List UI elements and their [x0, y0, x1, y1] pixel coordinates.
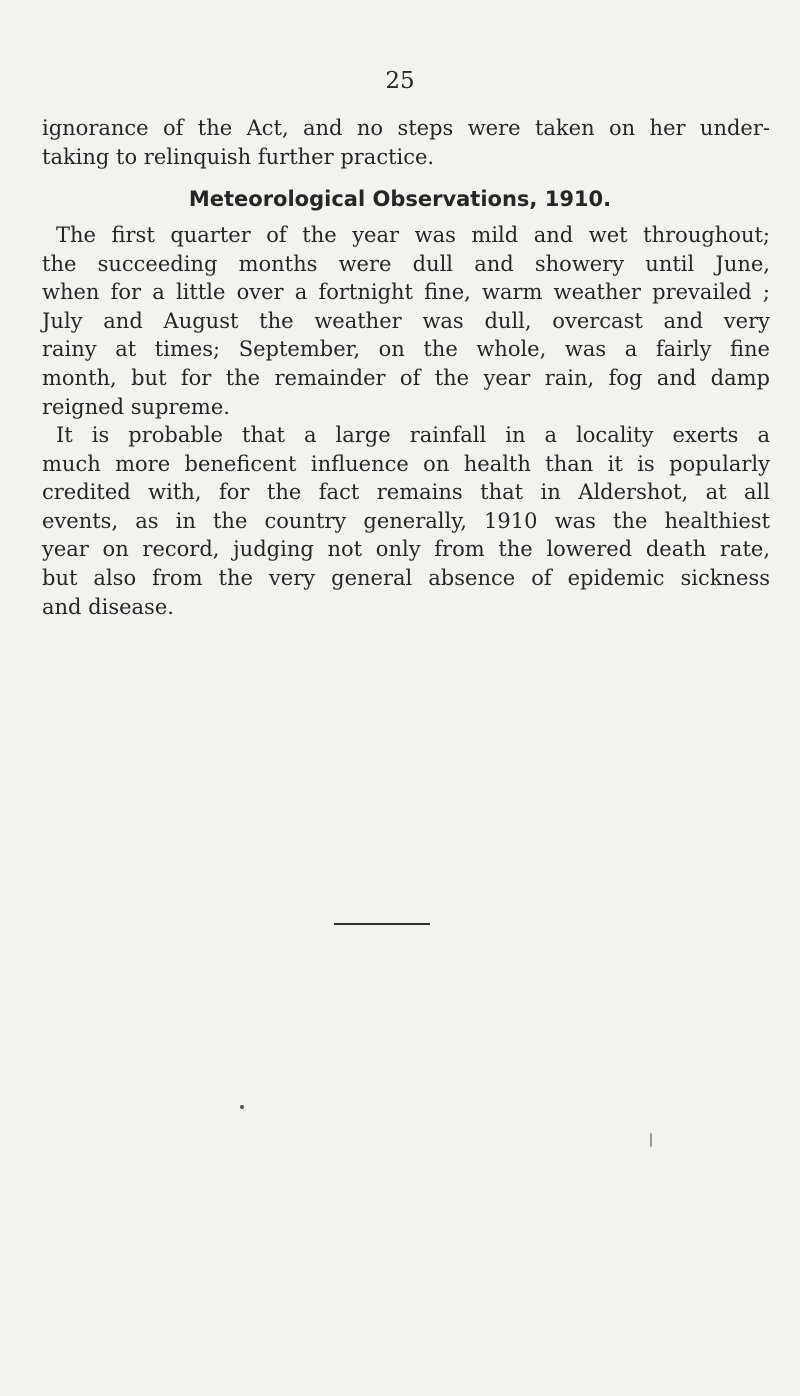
section-divider: [334, 923, 430, 925]
rainfall-health-paragraph: [42, 421, 770, 621]
ink-speck: [240, 1105, 244, 1109]
text-line: much more beneficent influence on health than it is popularly: [42, 451, 770, 476]
section-heading: Meteorological Observations, 1910.: [188, 187, 612, 211]
text-line: taking to relinquish further practice.: [42, 144, 435, 169]
text-line: month, but for the remainder of the year rain, fog and damp: [42, 365, 770, 390]
text-line: ignorance of the Act, and no steps were taken on her under-: [42, 116, 770, 140]
text-line: credited with, for the fact remains that in Aldershot, at all: [42, 480, 770, 505]
text-line: events, as in the country generally, 1910 was the healthiest: [42, 508, 770, 533]
text-line: but also from the very general absence of epidemic sickness: [42, 565, 770, 590]
page-number: 25: [385, 68, 415, 94]
text-line: when for a little over a fortnight fine, warm weather prevailed ;: [42, 280, 770, 305]
text-line: July and August the weather was dull, overcast and very: [42, 308, 770, 333]
text-line: The first quarter of the year was mild and wet throughout;: [56, 223, 770, 247]
text-line: the succeeding months were dull and showery until June,: [42, 251, 770, 276]
ink-speck: [650, 1133, 652, 1147]
text-line: and disease.: [42, 594, 174, 619]
text-line: year on record, judging not only from the lowered death rate,: [42, 537, 770, 562]
text-line: reigned supreme.: [42, 394, 230, 419]
text-line: It is probable that a large rainfall in a locality exerts a: [56, 423, 770, 447]
text-line: rainy at times; September, on the whole, was a fairly fine: [42, 337, 770, 362]
intro-paragraph: [42, 114, 770, 171]
weather-paragraph: [42, 221, 770, 421]
